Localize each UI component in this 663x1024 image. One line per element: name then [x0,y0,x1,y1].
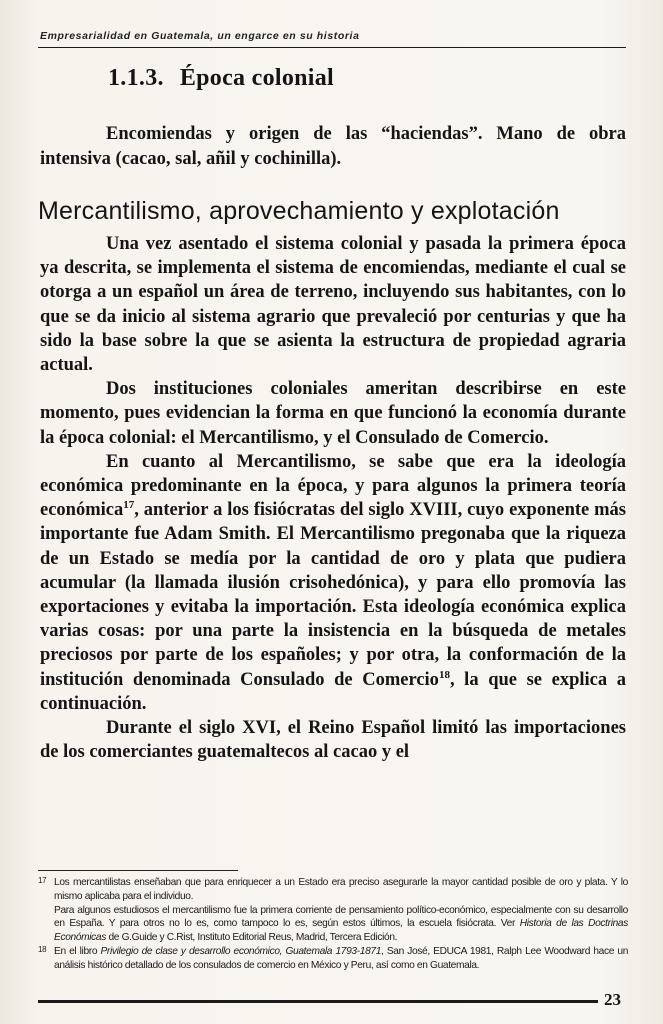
section-heading [108,65,334,92]
footnote-text [54,945,628,973]
footnote-17 [38,876,628,945]
footnote-rule [38,870,238,871]
footnote-book-title: Privilegio de clase y desarrollo económico, Guatemala 1793-1871 [100,945,382,957]
header-rule [38,47,626,48]
running-header: Empresarialidad en Guatemala, un engarce en su historia [40,30,360,42]
footnote-mark: 17 [38,876,47,885]
footnote-text-part: Para algunos estudiosos el mercantilismo fue la primera corriente de pensamiento político-económico, especialmente con su desarrollo en España. Y para otros no lo es, como tampoco lo es, según estos últimos, la escuela fisiócrata. Ver [54,904,628,930]
paragraph-text: , anterior a los fisiócratas del siglo XVIII, cuyo exponente más importante fue Adam Smith. El Mercantilismo pregonaba que la riqueza de un Estado se medía por la cantidad de oro y plata que pudiera acumular (la llamada ilusión crisohedónica), y para ello promovía las exportaciones y evitaba la importación. Esta ideología económica explica varias cosas: por una parte la insistencia en la búsqueda de metales preciosos por parte de los españoles; y por otra, la conformación de la institución denominada Consulado de Comercio [40,500,626,690]
paragraph [40,450,626,716]
footnote-18 [38,945,628,973]
footnote-mark: 18 [38,944,47,954]
section-number: 1.1.3. [108,65,164,91]
footnotes [38,876,628,973]
paragraph: Durante el siglo XVI, el Reino Español limitó las importaciones de los comerciantes guatemaltecos al cacao y el [40,718,626,763]
footnote-ref-18[interactable]: 18 [438,668,450,681]
footnote-text-part: , San José, EDUCA 1981, Ralph Lee Woodward hace un análisis histórico detallado de los consulados de comercio en México y Peru, así como en Guatemala. [54,945,629,971]
paragraph-text: , la que se explica a continuación. [40,669,626,714]
footer-rule [38,1000,598,1003]
paragraph: Una vez asentado el sistema colonial y pasada la primera época ya descrita, se implementa el sistema de encomiendas, mediante el cual se otorga a un español un área de terreno, incluyendo sus habitantes, con lo que se da inicio al sistema agrario que prevaleció por centurias y que ha sido la base sobre la que se asienta la estructura de propiedad agraria actual. [40,234,626,376]
footnote-text [54,904,628,945]
section-title: Época colonial [179,65,335,91]
footnote-text-part: En el libro [54,945,101,957]
body-text [40,232,626,764]
footnote-book-title: Historia de las Doctrinas Económicas [54,918,628,944]
footnote-text-part: de G.Guide y C.Rist, Instituto Editorial Reus, Madrid, Tercera Edición. [106,932,398,944]
footnote-text: Los mercantilistas enseñaban que para enriquecer a un Estado era preciso asegurarle la mayor cantidad posible de oro y plata. Y lo mismo aplicaba para el individuo. [54,877,628,902]
paragraph-text: En cuanto al Mercantilismo, se sabe que era la ideología económica predominante en la época, y para algunos la primera teoría económica [40,451,626,521]
page-number: 23 [604,990,621,1009]
paragraph: Dos instituciones coloniales ameritan describirse en este momento, pues evidencian la forma en que funcionó la economía durante la época colonial: el Mercantilismo, y el Consulado de Comercio. [40,379,626,448]
footnote-ref-17[interactable]: 17 [123,499,135,512]
subheading: Mercantilismo, aprovechamiento y explotación [38,197,560,225]
section-summary: Encomiendas y origen de las “haciendas”. Mano de obra intensiva (cacao, sal, añil y cochinilla). [40,124,626,169]
